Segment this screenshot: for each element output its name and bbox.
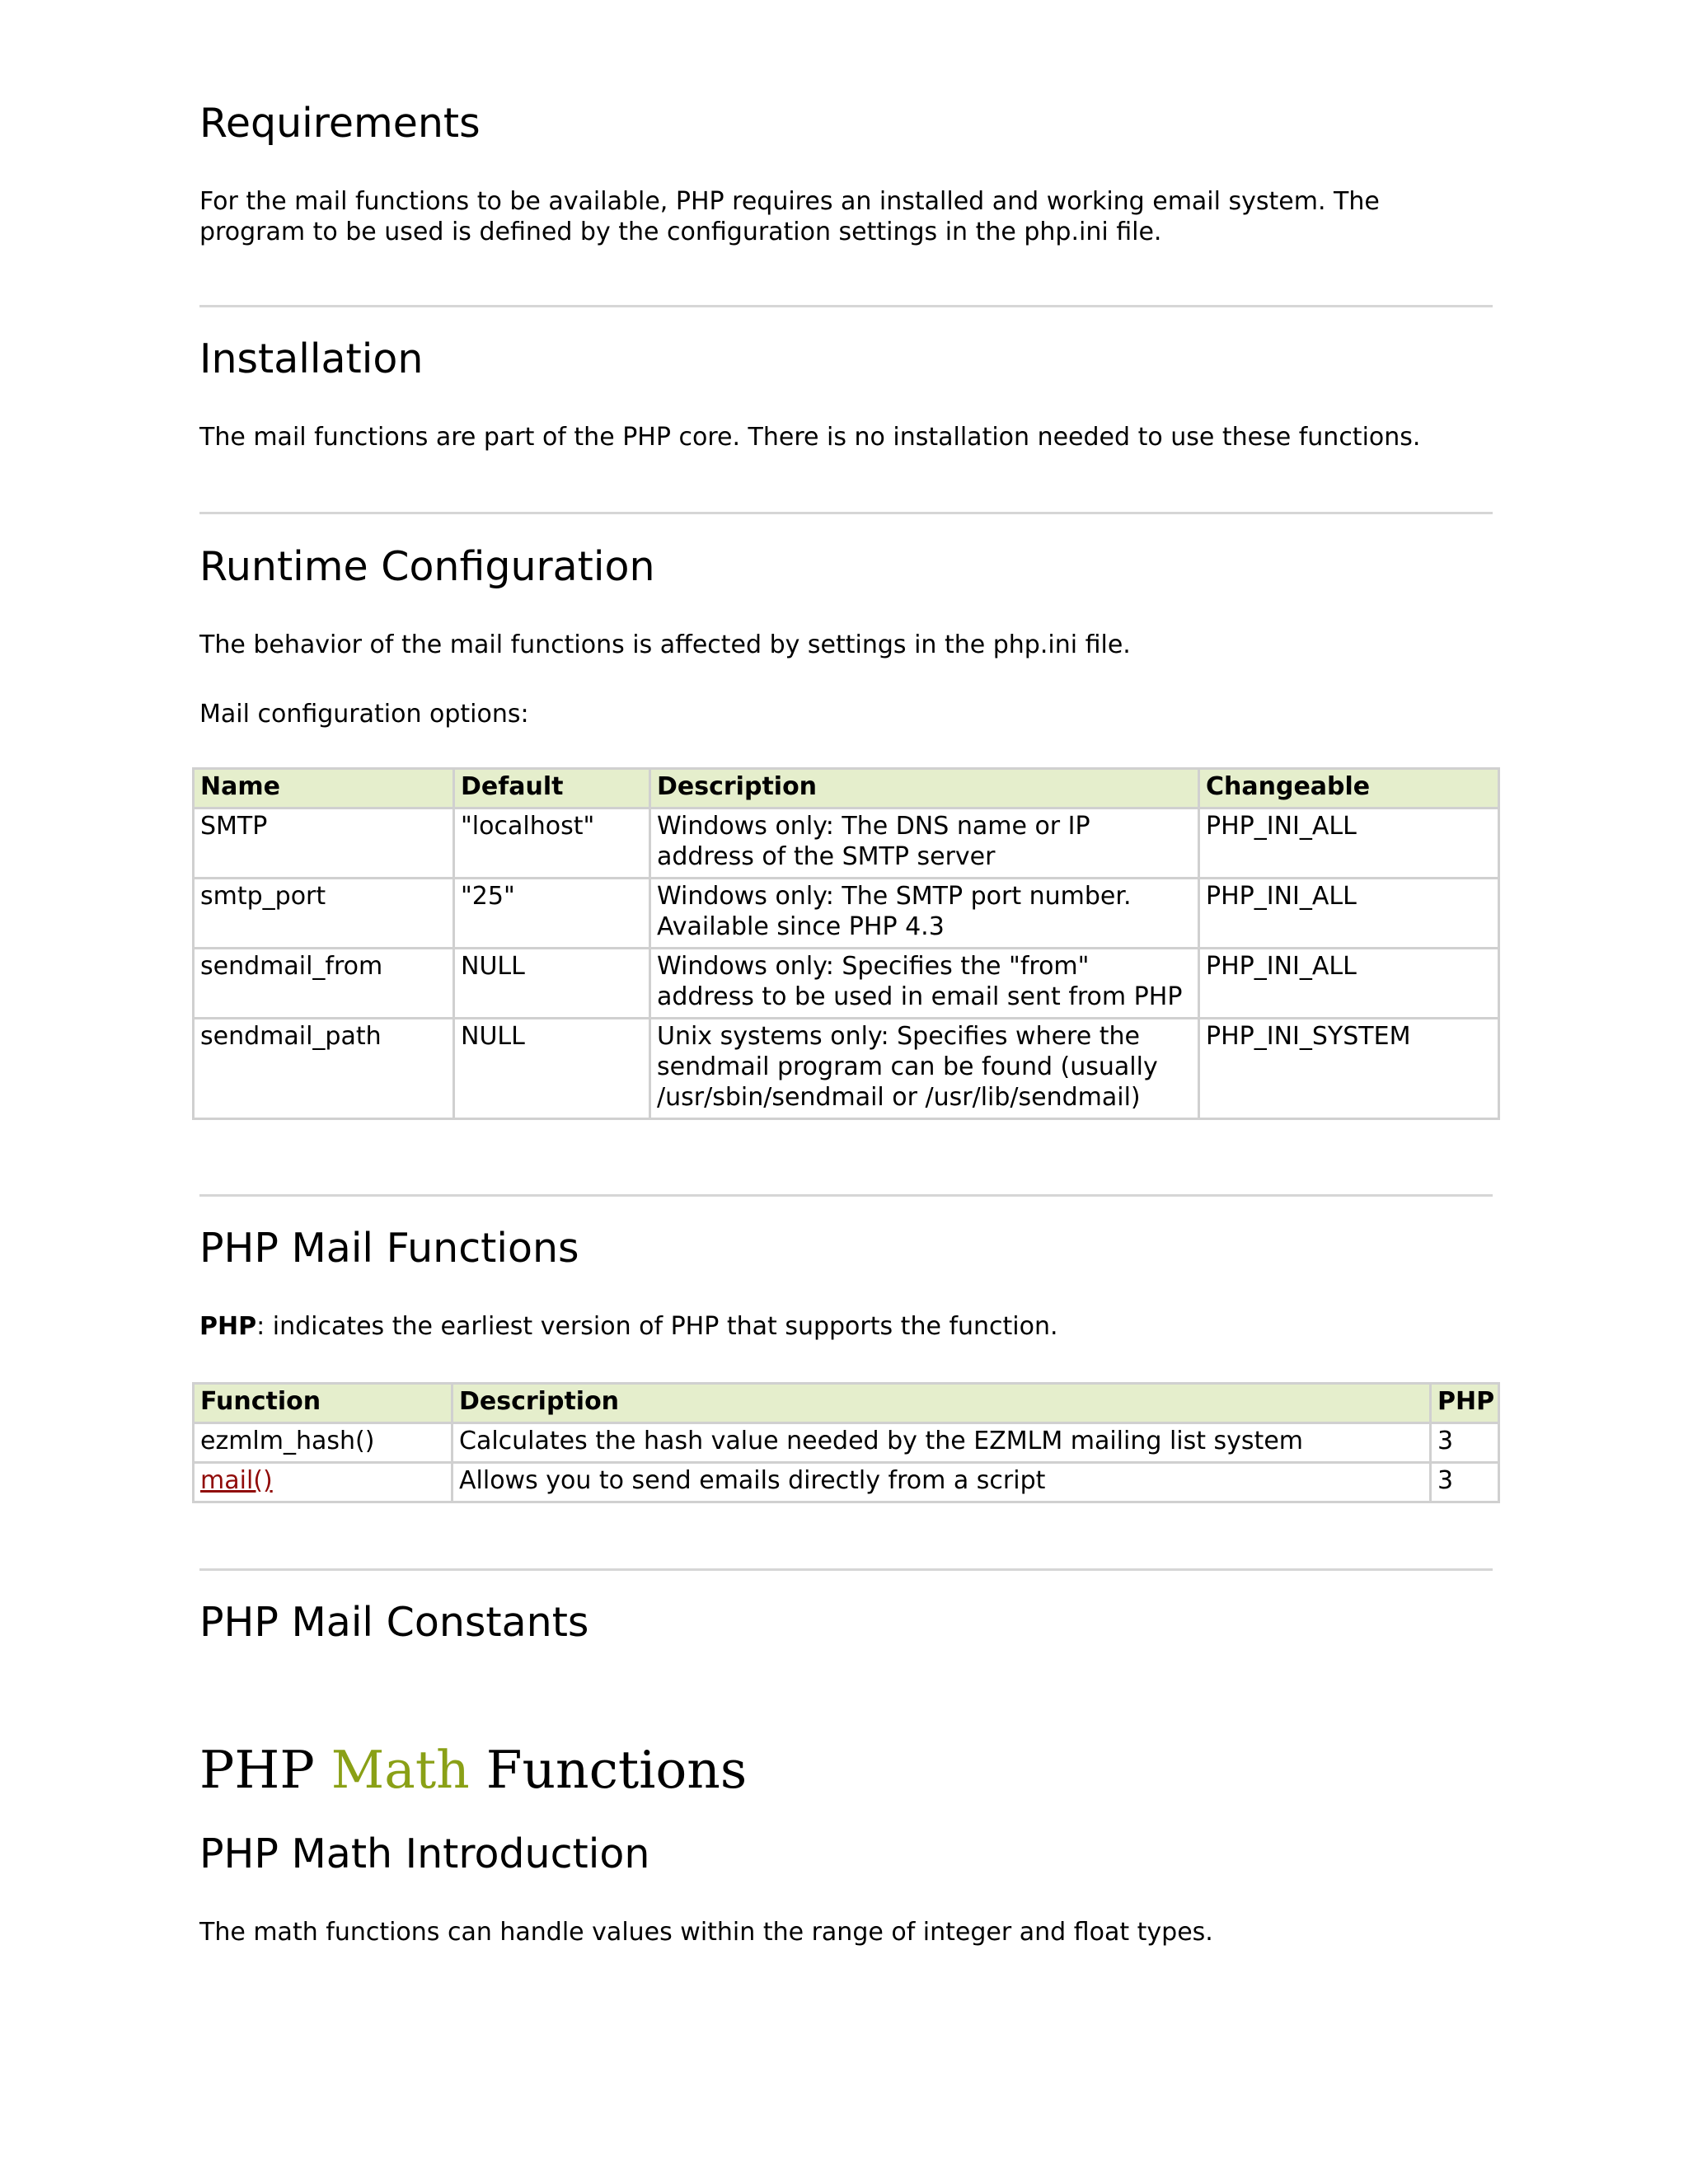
mail-functions-heading: PHP Mail Functions <box>199 1225 579 1272</box>
option-default: NULL <box>454 1019 650 1119</box>
description-line: address to be used in email sent from PHP <box>657 982 1183 1011</box>
function-name-cell <box>194 1463 452 1502</box>
php-version-note <box>199 1311 1058 1342</box>
php-version-note-text: : indicates the earliest version of PHP that supports the function. <box>256 1312 1058 1341</box>
mail-constants-heading: PHP Mail Constants <box>199 1599 589 1646</box>
mail-config-table <box>192 767 1500 1120</box>
option-name: smtp_port <box>194 879 454 949</box>
description-line: Available since PHP 4.3 <box>657 912 945 941</box>
option-name: sendmail_from <box>194 949 454 1019</box>
column-header-default: Default <box>454 769 650 808</box>
requirements-text-line-2: program to be used is defined by the configuration settings in the php.ini file. <box>199 218 1162 246</box>
php-version-note-label: PHP <box>199 1312 257 1341</box>
option-default: "25" <box>454 879 650 949</box>
math-intro-heading: PHP Math Introduction <box>199 1830 650 1877</box>
option-description <box>650 879 1199 949</box>
mail-config-options-label: Mail configuration options: <box>199 700 529 729</box>
column-header-description: Description <box>650 769 1199 808</box>
function-php-version: 3 <box>1431 1463 1499 1502</box>
table-row <box>194 1423 1499 1463</box>
mail-functions-table <box>192 1382 1500 1503</box>
installation-text: The mail functions are part of the PHP core. There is no installation needed to use these functions. <box>199 423 1421 452</box>
option-changeable: PHP_INI_ALL <box>1199 879 1499 949</box>
option-name: SMTP <box>194 808 454 879</box>
description-line: address of the SMTP server <box>657 842 996 871</box>
table-row <box>194 879 1499 949</box>
option-description <box>650 949 1199 1019</box>
column-header-php: PHP <box>1431 1384 1499 1423</box>
table-row <box>194 949 1499 1019</box>
math-functions-title <box>199 1737 747 1803</box>
function-name: ezmlm_hash() <box>194 1423 452 1463</box>
table-row <box>194 808 1499 879</box>
column-header-description: Description <box>452 1384 1431 1423</box>
description-line: Unix systems only: Specifies where the <box>657 1022 1140 1051</box>
description-line: Windows only: Specifies the "from" <box>657 952 1090 981</box>
mail-function-link[interactable]: mail() <box>200 1466 273 1495</box>
function-description: Allows you to send emails directly from a script <box>452 1463 1431 1502</box>
table-row <box>194 1463 1499 1502</box>
requirements-heading: Requirements <box>199 100 481 147</box>
installation-heading: Installation <box>199 335 424 382</box>
table-row <box>194 1019 1499 1119</box>
function-description: Calculates the hash value needed by the EZMLM mailing list system <box>452 1423 1431 1463</box>
function-php-version: 3 <box>1431 1423 1499 1463</box>
option-description <box>650 808 1199 879</box>
table-header-row <box>194 1384 1499 1423</box>
description-line: /usr/sbin/sendmail or /usr/lib/sendmail) <box>657 1083 1141 1112</box>
math-title-accent: Math <box>331 1740 470 1800</box>
section-divider <box>199 512 1493 514</box>
column-header-name: Name <box>194 769 454 808</box>
runtime-config-heading: Runtime Configuration <box>199 543 655 590</box>
section-divider <box>199 305 1493 307</box>
description-line: Windows only: The DNS name or IP <box>657 812 1090 841</box>
section-divider <box>199 1194 1493 1197</box>
option-description <box>650 1019 1199 1119</box>
math-intro-text: The math functions can handle values within the range of integer and float types. <box>199 1918 1213 1947</box>
option-default: NULL <box>454 949 650 1019</box>
column-header-changeable: Changeable <box>1199 769 1499 808</box>
option-changeable: PHP_INI_ALL <box>1199 808 1499 879</box>
requirements-text-line-1: For the mail functions to be available, PHP requires an installed and working email system. The <box>199 187 1380 216</box>
runtime-config-text: The behavior of the mail functions is affected by settings in the php.ini file. <box>199 630 1131 659</box>
description-line: sendmail program can be found (usually <box>657 1052 1158 1081</box>
description-line: Windows only: The SMTP port number. <box>657 882 1132 911</box>
table-header-row <box>194 769 1499 808</box>
option-changeable: PHP_INI_ALL <box>1199 949 1499 1019</box>
option-changeable: PHP_INI_SYSTEM <box>1199 1019 1499 1119</box>
math-title-part-1: PHP <box>199 1740 331 1800</box>
math-title-part-2: Functions <box>469 1740 748 1800</box>
column-header-function: Function <box>194 1384 452 1423</box>
option-default: "localhost" <box>454 808 650 879</box>
section-divider <box>199 1568 1493 1571</box>
option-name: sendmail_path <box>194 1019 454 1119</box>
